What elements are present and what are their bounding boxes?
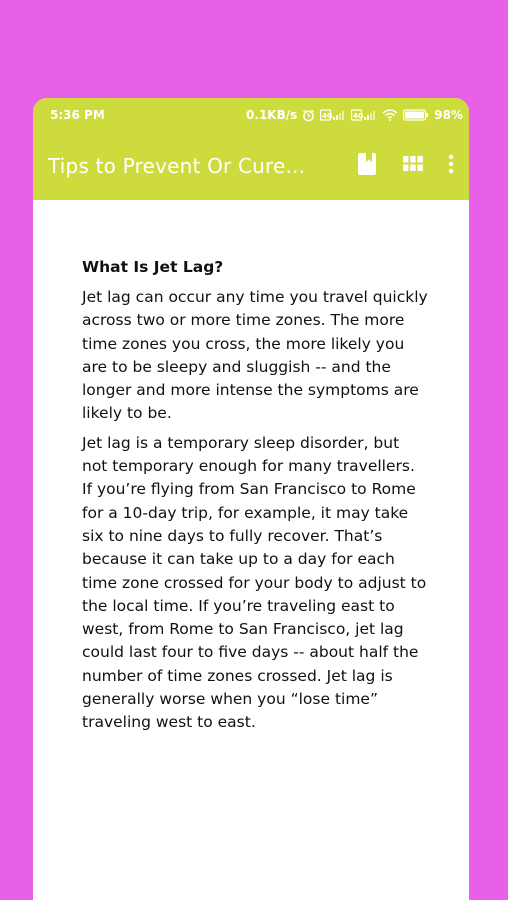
- app-toolbar: [33, 132, 469, 200]
- status-icons: [246, 108, 463, 122]
- toolbar-actions: [349, 148, 461, 184]
- phone-screen: [33, 98, 469, 900]
- bookmark-icon: [357, 152, 377, 180]
- status-time: 5:36 PM: [50, 108, 105, 122]
- more-options-button[interactable]: [441, 148, 461, 184]
- battery-icon: [403, 109, 429, 121]
- article-paragraph: Jet lag can occur any time you travel quickly across two or more time zones. The more time zones you cross, the more likely you are to be sleepy and sluggish -- and the longer and more intense the symptoms are likely to be.: [82, 288, 428, 423]
- status-bar: [33, 98, 469, 132]
- page-title: Tips to Prevent Or Cure...: [48, 154, 306, 178]
- more-vert-icon: [448, 154, 454, 178]
- wifi-icon: [382, 109, 398, 121]
- network-speed: 0.1KB/s: [246, 108, 298, 122]
- article-content: [33, 200, 469, 735]
- article-title: What Is Jet Lag?: [82, 258, 224, 276]
- svg-text:4G: 4G: [322, 112, 333, 120]
- battery-percent: 98%: [434, 108, 463, 122]
- sim-signal-icon: [351, 109, 377, 121]
- bookmark-button[interactable]: [349, 148, 385, 184]
- sim-signal-icon: [320, 109, 346, 121]
- svg-text:4G: 4G: [353, 112, 364, 120]
- grid-view-button[interactable]: [395, 148, 431, 184]
- alarm-icon: [302, 109, 315, 122]
- article-paragraph: Jet lag is a temporary sleep disorder, but not temporary enough for many travellers. If you’re flying from San Francisco to Rome for a 10-day trip, for example, it may take six to nine days to fully recover. That’s because it can take up to a day for each time zone crossed for your body to adjust to the local time. If you’re traveling east to west, from Rome to San Francisco, jet lag could last four to five days -- about half the number of time zones crossed. Jet lag is generally worse when you “lose time” traveling west to east.: [82, 433, 427, 732]
- grid-icon: [403, 156, 423, 176]
